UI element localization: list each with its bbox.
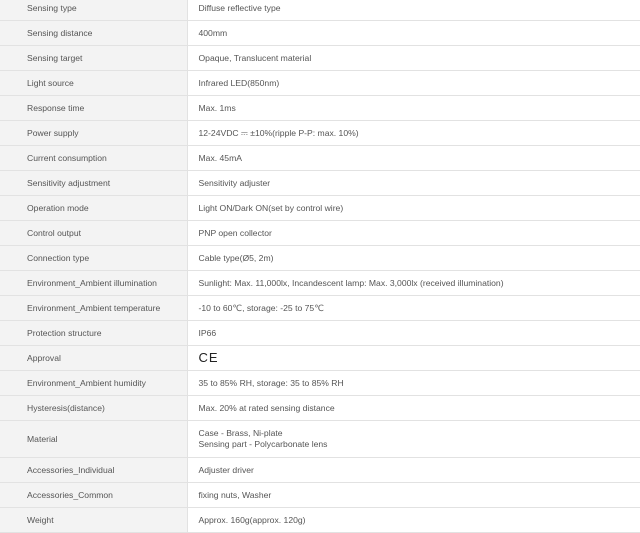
- spec-value: Sunlight: Max. 11,000lx, Incandescent lamp: Max. 3,000lx (received illumination): [187, 271, 640, 296]
- spec-label: Response time: [0, 96, 187, 121]
- table-row: [0, 146, 640, 171]
- spec-value: 12-24VDC ⎓ ±10%(ripple P-P: max. 10%): [187, 121, 640, 146]
- spec-label: Sensitivity adjustment: [0, 171, 187, 196]
- spec-label: Current consumption: [0, 146, 187, 171]
- spec-value: Light ON/Dark ON(set by control wire): [187, 196, 640, 221]
- spec-label: Environment_Ambient illumination: [0, 271, 187, 296]
- table-row: [0, 321, 640, 346]
- spec-label: Environment_Ambient temperature: [0, 296, 187, 321]
- spec-value: [187, 421, 640, 458]
- spec-value: Max. 45mA: [187, 146, 640, 171]
- spec-value: fixing nuts, Washer: [187, 483, 640, 508]
- spec-label: Sensing distance: [0, 21, 187, 46]
- spec-label: Connection type: [0, 246, 187, 271]
- spec-value: IP66: [187, 321, 640, 346]
- table-row: [0, 121, 640, 146]
- table-row: [0, 96, 640, 121]
- spec-value: Opaque, Translucent material: [187, 46, 640, 71]
- table-row: [0, 346, 640, 371]
- spec-value: -10 to 60℃, storage: -25 to 75℃: [187, 296, 640, 321]
- table-row: [0, 0, 640, 21]
- spec-value: Cable type(Ø5, 2m): [187, 246, 640, 271]
- spec-value: Infrared LED(850nm): [187, 71, 640, 96]
- spec-label: Accessories_Common: [0, 483, 187, 508]
- ce-mark-icon: CE: [199, 351, 219, 364]
- table-row: [0, 396, 640, 421]
- spec-label: Weight: [0, 508, 187, 533]
- table-row: [0, 71, 640, 96]
- spec-value: Max. 20% at rated sensing distance: [187, 396, 640, 421]
- spec-label: Operation mode: [0, 196, 187, 221]
- spec-value: Adjuster driver: [187, 458, 640, 483]
- spec-label: Accessories_Individual: [0, 458, 187, 483]
- table-row: [0, 371, 640, 396]
- table-row: [0, 221, 640, 246]
- spec-value: [187, 346, 640, 371]
- spec-label: Hysteresis(distance): [0, 396, 187, 421]
- spec-value: 35 to 85% RH, storage: 35 to 85% RH: [187, 371, 640, 396]
- spec-value: Diffuse reflective type: [187, 0, 640, 21]
- spec-label: Sensing target: [0, 46, 187, 71]
- table-row: [0, 271, 640, 296]
- table-row: [0, 296, 640, 321]
- table-row: [0, 171, 640, 196]
- table-row: [0, 46, 640, 71]
- table-row: [0, 508, 640, 533]
- table-row: [0, 458, 640, 483]
- spec-label: Material: [0, 421, 187, 458]
- spec-label: Light source: [0, 71, 187, 96]
- table-row: [0, 246, 640, 271]
- spec-value: Approx. 160g(approx. 120g): [187, 508, 640, 533]
- spec-label: Approval: [0, 346, 187, 371]
- spec-value: PNP open collector: [187, 221, 640, 246]
- spec-label: Sensing type: [0, 0, 187, 21]
- spec-value-line: Sensing part - Polycarbonate lens: [199, 439, 640, 450]
- table-row: [0, 196, 640, 221]
- spec-value-line: Case - Brass, Ni-plate: [199, 428, 640, 439]
- spec-value: Sensitivity adjuster: [187, 171, 640, 196]
- table-row: [0, 483, 640, 508]
- table-row: [0, 21, 640, 46]
- spec-value: Max. 1ms: [187, 96, 640, 121]
- spec-label: Control output: [0, 221, 187, 246]
- spec-value: 400mm: [187, 21, 640, 46]
- spec-label: Environment_Ambient humidity: [0, 371, 187, 396]
- spec-label: Power supply: [0, 121, 187, 146]
- table-row: [0, 421, 640, 458]
- spec-label: Protection structure: [0, 321, 187, 346]
